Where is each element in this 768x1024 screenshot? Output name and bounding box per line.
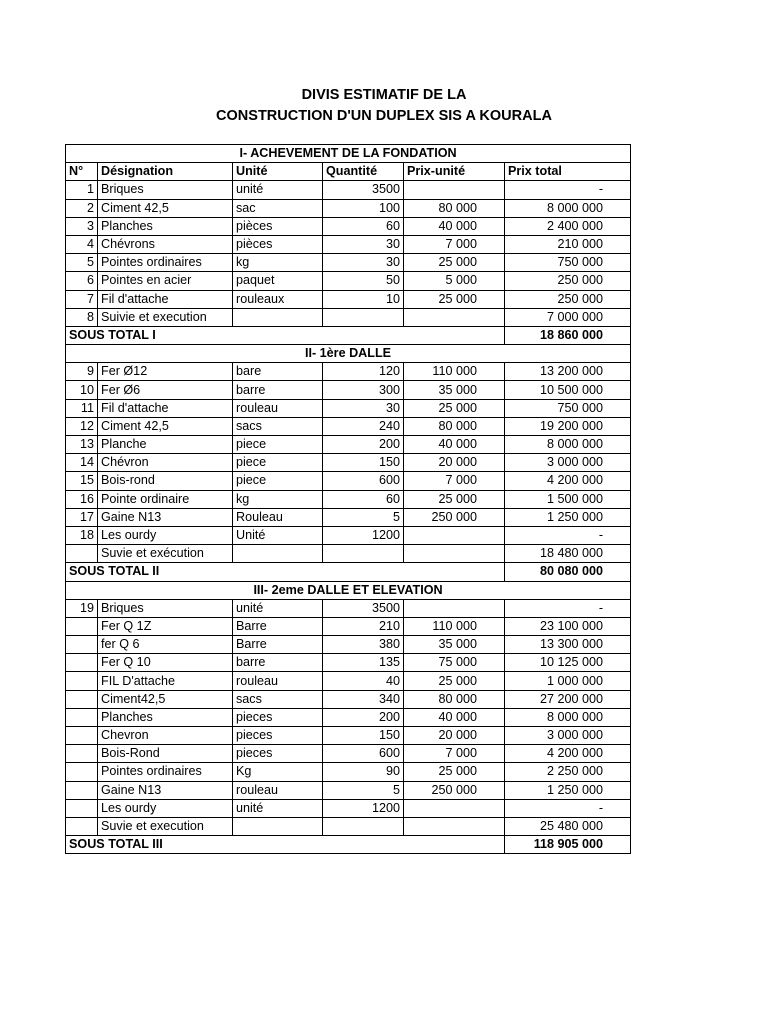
cell-designation: FIL D'attache [98, 672, 233, 690]
cell-quantite: 135 [323, 654, 404, 672]
cell-designation: Ciment 42,5 [98, 417, 233, 435]
header-prix-total: Prix total [505, 163, 631, 181]
cell-unite: piece [233, 472, 323, 490]
cell-quantite: 300 [323, 381, 404, 399]
cell-prix-unite [404, 181, 505, 199]
cell-prix-unite: 110 000 [404, 363, 505, 381]
cell-prix-unite: 5 000 [404, 272, 505, 290]
cell-unite: Kg [233, 763, 323, 781]
cell-num: 9 [66, 363, 98, 381]
cell-num: 17 [66, 508, 98, 526]
cell-num [66, 745, 98, 763]
cell-num [66, 708, 98, 726]
cell-prix-total: 8 000 000 [505, 708, 631, 726]
cell-designation: Les ourdy [98, 799, 233, 817]
cell-quantite: 1200 [323, 526, 404, 544]
cell-prix-total: 10 125 000 [505, 654, 631, 672]
cell-quantite: 60 [323, 490, 404, 508]
cell-quantite: 10 [323, 290, 404, 308]
cell-designation: Chévrons [98, 235, 233, 253]
cell-designation: Les ourdy [98, 526, 233, 544]
cell-prix-unite: 25 000 [404, 399, 505, 417]
table-row [66, 217, 631, 235]
table-row [66, 690, 631, 708]
cell-num: 2 [66, 199, 98, 217]
cell-quantite: 30 [323, 399, 404, 417]
table-row [66, 508, 631, 526]
cell-num: 15 [66, 472, 98, 490]
cell-num: 6 [66, 272, 98, 290]
table-row [66, 708, 631, 726]
cell-prix-unite: 25 000 [404, 672, 505, 690]
table-row [66, 490, 631, 508]
cell-quantite: 150 [323, 727, 404, 745]
cell-designation: Ciment 42,5 [98, 199, 233, 217]
cell-num: 3 [66, 217, 98, 235]
cell-quantite: 1200 [323, 799, 404, 817]
cell-num: 7 [66, 290, 98, 308]
cell-num: 1 [66, 181, 98, 199]
cell-prix-unite: 7 000 [404, 745, 505, 763]
cell-quantite [323, 308, 404, 326]
cell-prix-total: 750 000 [505, 399, 631, 417]
cell-quantite: 50 [323, 272, 404, 290]
cell-quantite: 200 [323, 436, 404, 454]
cell-prix-unite: 40 000 [404, 436, 505, 454]
cell-designation: Bois-rond [98, 472, 233, 490]
cell-quantite: 100 [323, 199, 404, 217]
cell-num: 11 [66, 399, 98, 417]
cell-num [66, 817, 98, 835]
cell-unite: unité [233, 181, 323, 199]
cell-quantite: 150 [323, 454, 404, 472]
table-row [66, 399, 631, 417]
cell-unite: piece [233, 454, 323, 472]
cell-unite: rouleaux [233, 290, 323, 308]
subtotal-value: 80 080 000 [505, 563, 631, 581]
table-row [66, 526, 631, 544]
column-header-row [66, 163, 631, 181]
cell-designation: Fer Q 10 [98, 654, 233, 672]
cell-prix-total: 13 200 000 [505, 363, 631, 381]
table-row [66, 636, 631, 654]
cell-prix-unite [404, 526, 505, 544]
cell-num [66, 727, 98, 745]
cell-quantite: 30 [323, 254, 404, 272]
cell-prix-total: 25 480 000 [505, 817, 631, 835]
cell-prix-total: 13 300 000 [505, 636, 631, 654]
cell-prix-unite: 20 000 [404, 454, 505, 472]
cell-unite: sacs [233, 417, 323, 435]
cell-num [66, 545, 98, 563]
table-row [66, 599, 631, 617]
cell-quantite: 380 [323, 636, 404, 654]
section-title: II- 1ère DALLE [66, 345, 631, 363]
cell-prix-unite: 35 000 [404, 381, 505, 399]
cell-quantite [323, 545, 404, 563]
cell-designation: Suivie et execution [98, 308, 233, 326]
cell-num [66, 690, 98, 708]
section-title-row [66, 581, 631, 599]
cell-unite: pieces [233, 727, 323, 745]
cell-prix-total: 1 500 000 [505, 490, 631, 508]
cell-prix-unite [404, 799, 505, 817]
table-row [66, 817, 631, 835]
cell-designation: Fer Q 1Z [98, 617, 233, 635]
cell-prix-total: 2 250 000 [505, 763, 631, 781]
cell-prix-total: 27 200 000 [505, 690, 631, 708]
cell-num: 18 [66, 526, 98, 544]
cell-designation: Fil d'attache [98, 290, 233, 308]
cell-num: 13 [66, 436, 98, 454]
cell-num: 16 [66, 490, 98, 508]
cell-prix-unite: 7 000 [404, 235, 505, 253]
cell-prix-unite: 25 000 [404, 763, 505, 781]
cell-prix-unite: 80 000 [404, 199, 505, 217]
cell-prix-unite: 20 000 [404, 727, 505, 745]
cell-quantite: 200 [323, 708, 404, 726]
cell-prix-total: 7 000 000 [505, 308, 631, 326]
cell-num [66, 672, 98, 690]
header-num: N° [66, 163, 98, 181]
cell-prix-total: 4 200 000 [505, 745, 631, 763]
cell-quantite: 60 [323, 217, 404, 235]
cell-prix-unite [404, 545, 505, 563]
cell-prix-total: 3 000 000 [505, 454, 631, 472]
subtotal-value: 18 860 000 [505, 326, 631, 344]
cell-prix-unite: 7 000 [404, 472, 505, 490]
cell-prix-unite: 110 000 [404, 617, 505, 635]
subtotal-blank [233, 836, 505, 854]
table-row [66, 181, 631, 199]
subtotal-blank [233, 326, 505, 344]
subtotal-label: SOUS TOTAL II [66, 563, 233, 581]
cell-unite [233, 545, 323, 563]
table-row [66, 617, 631, 635]
cell-quantite: 340 [323, 690, 404, 708]
cell-num [66, 636, 98, 654]
cell-prix-unite: 25 000 [404, 490, 505, 508]
cell-prix-unite: 75 000 [404, 654, 505, 672]
cell-prix-unite: 250 000 [404, 508, 505, 526]
cell-designation: Fil d'attache [98, 399, 233, 417]
cell-prix-unite [404, 599, 505, 617]
cell-unite: rouleau [233, 781, 323, 799]
cell-num: 5 [66, 254, 98, 272]
cell-num [66, 617, 98, 635]
cell-designation: Briques [98, 181, 233, 199]
table-row [66, 654, 631, 672]
cell-designation: Fer Ø6 [98, 381, 233, 399]
cell-quantite: 3500 [323, 599, 404, 617]
cell-designation: Ciment42,5 [98, 690, 233, 708]
section-title-row [66, 345, 631, 363]
cell-designation: fer Q 6 [98, 636, 233, 654]
header-designation: Désignation [98, 163, 233, 181]
cell-unite: rouleau [233, 399, 323, 417]
cell-prix-total: 10 500 000 [505, 381, 631, 399]
subtotal-label: SOUS TOTAL III [66, 836, 233, 854]
section-title: I- ACHEVEMENT DE LA FONDATION [66, 145, 631, 163]
cell-unite: Rouleau [233, 508, 323, 526]
cell-prix-total: 1 250 000 [505, 781, 631, 799]
cell-unite: kg [233, 490, 323, 508]
cell-quantite: 210 [323, 617, 404, 635]
cell-unite: Barre [233, 636, 323, 654]
cell-prix-total: 750 000 [505, 254, 631, 272]
cell-designation: Pointe ordinaire [98, 490, 233, 508]
cell-designation: Gaine N13 [98, 781, 233, 799]
cell-unite: unité [233, 799, 323, 817]
cell-unite: sacs [233, 690, 323, 708]
cell-unite: sac [233, 199, 323, 217]
cell-designation: Chevron [98, 727, 233, 745]
cell-num [66, 654, 98, 672]
cell-designation: Planches [98, 708, 233, 726]
cell-designation: Planches [98, 217, 233, 235]
cell-unite: Unité [233, 526, 323, 544]
cell-unite: kg [233, 254, 323, 272]
section-title-row [66, 145, 631, 163]
cell-prix-total: 3 000 000 [505, 727, 631, 745]
cell-num [66, 781, 98, 799]
cell-prix-unite: 40 000 [404, 708, 505, 726]
cell-prix-unite: 80 000 [404, 417, 505, 435]
table-row [66, 545, 631, 563]
table-row [66, 272, 631, 290]
cell-prix-total: 4 200 000 [505, 472, 631, 490]
subtotal-row [66, 836, 631, 854]
cell-unite: piece [233, 436, 323, 454]
cell-prix-total: - [505, 181, 631, 199]
subtotal-blank [233, 563, 505, 581]
cell-quantite: 120 [323, 363, 404, 381]
cell-num: 12 [66, 417, 98, 435]
table-row [66, 417, 631, 435]
cell-designation: Bois-Rond [98, 745, 233, 763]
cell-designation: Chévron [98, 454, 233, 472]
cell-prix-unite: 80 000 [404, 690, 505, 708]
subtotal-row [66, 563, 631, 581]
cell-quantite: 240 [323, 417, 404, 435]
cell-prix-total: 19 200 000 [505, 417, 631, 435]
table-row [66, 254, 631, 272]
cell-unite: pièces [233, 235, 323, 253]
cell-unite: barre [233, 381, 323, 399]
cell-prix-total: 8 000 000 [505, 436, 631, 454]
cell-unite: pièces [233, 217, 323, 235]
table-row [66, 727, 631, 745]
cell-designation: Pointes en acier [98, 272, 233, 290]
cell-quantite: 5 [323, 781, 404, 799]
table-row [66, 472, 631, 490]
cell-prix-unite: 25 000 [404, 254, 505, 272]
cell-num: 10 [66, 381, 98, 399]
cell-num: 19 [66, 599, 98, 617]
header-quantite: Quantité [323, 163, 404, 181]
cell-unite: unité [233, 599, 323, 617]
table-row [66, 199, 631, 217]
table-row [66, 363, 631, 381]
estimate-table-body [66, 145, 631, 854]
cell-num [66, 799, 98, 817]
cell-prix-total: 23 100 000 [505, 617, 631, 635]
cell-prix-total: 18 480 000 [505, 545, 631, 563]
cell-quantite: 30 [323, 235, 404, 253]
cell-quantite: 600 [323, 745, 404, 763]
cell-quantite: 3500 [323, 181, 404, 199]
cell-unite: rouleau [233, 672, 323, 690]
cell-prix-unite: 250 000 [404, 781, 505, 799]
cell-num [66, 763, 98, 781]
subtotal-value: 118 905 000 [505, 836, 631, 854]
cell-prix-unite [404, 817, 505, 835]
cell-designation: Suvie et exécution [98, 545, 233, 563]
cell-unite: bare [233, 363, 323, 381]
cell-prix-unite: 35 000 [404, 636, 505, 654]
table-row [66, 381, 631, 399]
cell-designation: Briques [98, 599, 233, 617]
cell-prix-total: - [505, 599, 631, 617]
cell-designation: Gaine N13 [98, 508, 233, 526]
cell-unite: pieces [233, 708, 323, 726]
cell-unite [233, 308, 323, 326]
estimate-table [65, 144, 631, 854]
cell-prix-total: - [505, 799, 631, 817]
cell-prix-unite: 40 000 [404, 217, 505, 235]
cell-unite: barre [233, 654, 323, 672]
table-row [66, 781, 631, 799]
cell-unite [233, 817, 323, 835]
cell-quantite: 90 [323, 763, 404, 781]
table-row [66, 763, 631, 781]
cell-designation: Planche [98, 436, 233, 454]
cell-num: 8 [66, 308, 98, 326]
header-prix-unite: Prix-unité [404, 163, 505, 181]
cell-designation: Pointes ordinaires [98, 763, 233, 781]
cell-quantite: 600 [323, 472, 404, 490]
cell-prix-total: 8 000 000 [505, 199, 631, 217]
document-title-line1: DIVIS ESTIMATIF DE LA [301, 87, 467, 103]
cell-prix-total: 250 000 [505, 290, 631, 308]
cell-prix-unite: 25 000 [404, 290, 505, 308]
section-title: III- 2eme DALLE ET ELEVATION [66, 581, 631, 599]
table-row [66, 454, 631, 472]
table-row [66, 308, 631, 326]
cell-prix-total: 1 000 000 [505, 672, 631, 690]
subtotal-label: SOUS TOTAL I [66, 326, 233, 344]
table-row [66, 290, 631, 308]
cell-designation: Fer Ø12 [98, 363, 233, 381]
table-row [66, 745, 631, 763]
cell-designation: Pointes ordinaires [98, 254, 233, 272]
cell-unite: pieces [233, 745, 323, 763]
table-row [66, 672, 631, 690]
cell-num: 4 [66, 235, 98, 253]
cell-prix-total: - [505, 526, 631, 544]
header-unite: Unité [233, 163, 323, 181]
document-title-line2: CONSTRUCTION D'UN DUPLEX SIS A KOURALA [216, 108, 552, 124]
cell-quantite: 40 [323, 672, 404, 690]
subtotal-row [66, 326, 631, 344]
table-row [66, 799, 631, 817]
cell-prix-unite [404, 308, 505, 326]
cell-prix-total: 210 000 [505, 235, 631, 253]
cell-designation: Suvie et execution [98, 817, 233, 835]
table-row [66, 436, 631, 454]
cell-prix-total: 2 400 000 [505, 217, 631, 235]
cell-quantite [323, 817, 404, 835]
table-row [66, 235, 631, 253]
cell-quantite: 5 [323, 508, 404, 526]
cell-unite: Barre [233, 617, 323, 635]
cell-prix-total: 250 000 [505, 272, 631, 290]
cell-unite: paquet [233, 272, 323, 290]
cell-num: 14 [66, 454, 98, 472]
cell-prix-total: 1 250 000 [505, 508, 631, 526]
